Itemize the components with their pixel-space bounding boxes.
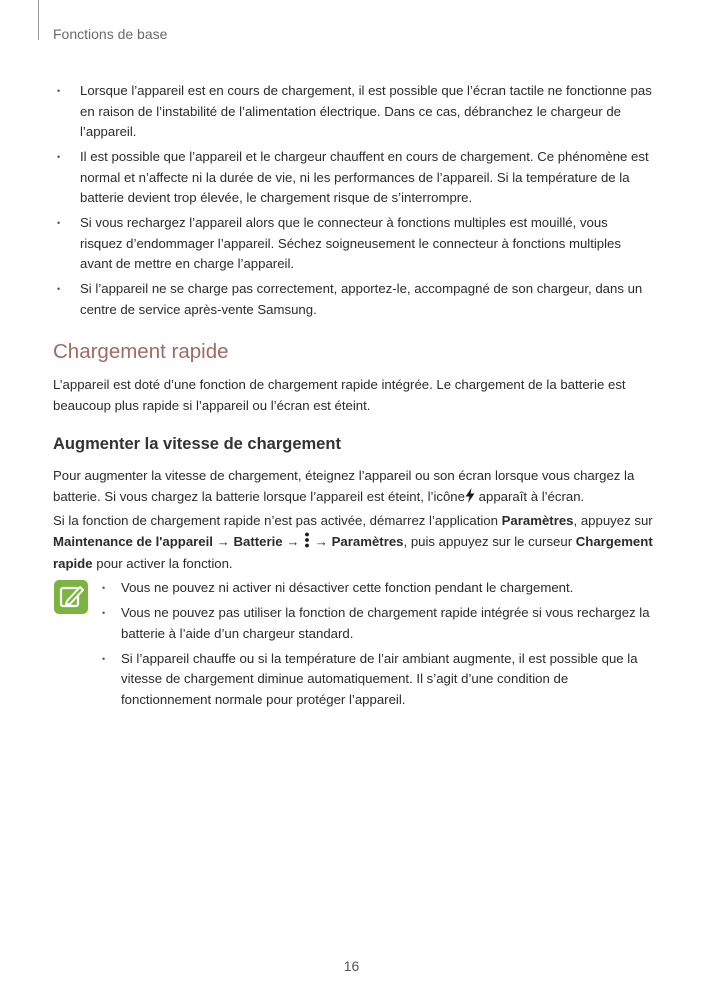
charging-paragraph bbox=[53, 466, 653, 509]
note-list bbox=[94, 578, 654, 715]
instructions-paragraph bbox=[53, 511, 653, 575]
page-number: 16 bbox=[343, 958, 360, 974]
settings-label: Paramètres bbox=[331, 533, 404, 549]
list-item: • Si l’appareil ne se charge pas correctement, apportez-le, accompagné de son chargeur, dans un centre de service après-vente Samsung. bbox=[53, 279, 653, 320]
paragraph-text: Pour augmenter la vitesse de chargement, éteignez l’appareil ou son écran lorsque vous chargez la batterie. Si vous chargez la batterie lorsque l’appareil est éteint, l’icône bbox=[53, 468, 635, 504]
header-rule bbox=[38, 0, 39, 40]
note-item: • Vous ne pouvez pas utiliser la fonction de chargement rapide intégrée si vous rechargez la batterie à l’aide d’un chargeur standard. bbox=[94, 603, 654, 644]
paragraph-text: apparaît à l’écran. bbox=[474, 488, 585, 504]
top-bullet-list bbox=[53, 81, 653, 325]
note-item: • Vous ne pouvez ni activer ni désactiver cette fonction pendant le chargement. bbox=[94, 578, 654, 599]
arrow-separator: → bbox=[311, 533, 332, 549]
more-options-icon bbox=[303, 532, 311, 555]
section-title: Chargement rapide bbox=[53, 340, 229, 363]
battery-label: Batterie bbox=[233, 533, 283, 549]
settings-app-label: Paramètres bbox=[501, 513, 574, 528]
note-item: • Si l’appareil chauffe ou si la température de l’air ambiant augmente, il est possible que la vitesse de chargement diminue automatiquement. Il s’agit d’une condition de fonctionnement normale pour protéger l’appareil. bbox=[94, 649, 654, 711]
list-item: • Si vous rechargez l’appareil alors que le connecteur à fonctions multiples est mouillé, vous risquez d’endommager l’appareil. Séchez soigneusement le connecteur à fonctions multiples avant de mettre en charge l’appareil. bbox=[53, 213, 653, 275]
instruction-text: Si la fonction de chargement rapide n’est pas activée, démarrez l’application bbox=[53, 513, 502, 528]
instruction-text: , appuyez sur bbox=[573, 513, 653, 528]
arrow-separator: → bbox=[282, 533, 304, 549]
fast-charging-label: Chargement rapide bbox=[53, 533, 653, 571]
page-header: Fonctions de base bbox=[53, 26, 168, 42]
list-item: • Il est possible que l’appareil et le chargeur chauffent en cours de chargement. Ce phénomène est normal et n’affecte ni la durée de vie, ni les performances de l’appareil. Si la température de la batterie devient trop élevée, le chargement risque de s’interrompre. bbox=[53, 147, 653, 209]
note-pencil-icon bbox=[54, 580, 88, 614]
subsection-title: Augmenter la vitesse de chargement bbox=[53, 435, 341, 453]
arrow-separator: → bbox=[212, 533, 234, 549]
instruction-text: pour activer la fonction. bbox=[92, 556, 233, 571]
instruction-text: , puis appuyez sur le curseur bbox=[403, 533, 576, 549]
device-maintenance-label: Maintenance de l'appareil bbox=[53, 533, 213, 549]
list-item: • Lorsque l’appareil est en cours de chargement, il est possible que l’écran tactile ne fonctionne pas en raison de l’instabilité de l’alimentation électrique. Dans ce cas, débranchez le chargeur de l’appareil. bbox=[53, 81, 653, 143]
section-intro: L’appareil est doté d’une fonction de chargement rapide intégrée. Le chargement de la batterie est beaucoup plus rapide si l’appareil ou l’écran est éteint. bbox=[53, 377, 626, 413]
lightning-icon bbox=[465, 488, 475, 510]
